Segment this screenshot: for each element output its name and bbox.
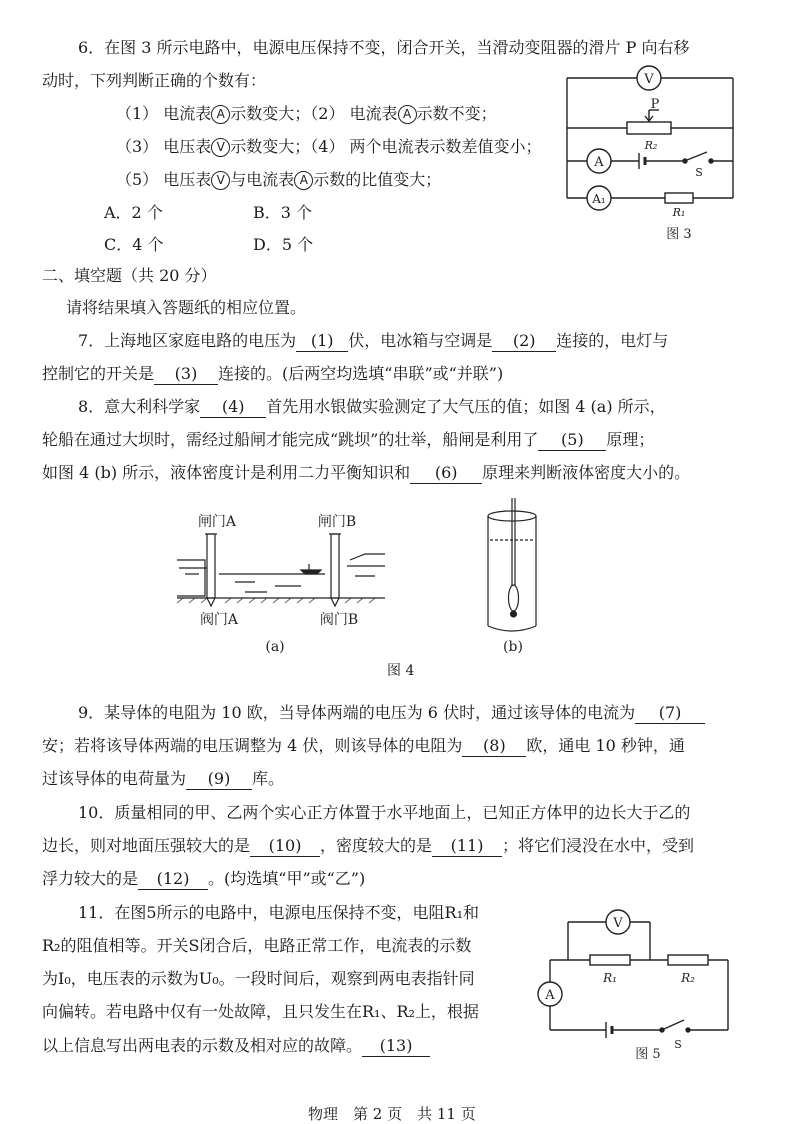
q11-line5: 以上信息写出两电表的示数及相对应的故障。 (13)	[42, 1036, 430, 1057]
answer-blank-3[interactable]: (3)	[154, 364, 218, 385]
fig4-sub-a: (a)	[265, 639, 285, 655]
fig3-label-s: S	[695, 166, 703, 179]
answer-blank-13[interactable]: (13)	[362, 1036, 430, 1057]
q6-option-line3: （5） 电压表 V 与电流表 A 示数的比值变大；	[116, 170, 442, 189]
fig3-label-a1: A₁	[592, 192, 606, 206]
q6-choice-d: D．5 个	[253, 235, 314, 254]
fig3-label-r1: R₁	[672, 206, 686, 219]
answer-blank-5[interactable]: (5)	[538, 430, 606, 451]
q6-option-line1: （1） 电流表 A 示数变大；（2） 电流表 A 示数不变；	[116, 104, 497, 123]
q11-line1: 11．在图5所示的电路中，电源电压保持不变，电阻R₁和	[78, 903, 480, 922]
figure-4b-hydrometer	[478, 494, 548, 658]
fig4-sub-b: (b)	[503, 639, 523, 655]
q6-option-line2: （3） 电压表 V 示数变大；（4） 两个电流表示数差值变小；	[116, 137, 542, 156]
fig3-label-p: P	[650, 97, 660, 112]
figure-5-circuit	[530, 898, 740, 1066]
q9-line1: 9．某导体的电阻为 10 欧，当导体两端的电压为 6 伏时，通过该导体的电流为 (7)	[78, 703, 705, 724]
q7-line1: 7．上海地区家庭电路的电压为 (1) 伏，电冰箱与空调是 (2) 连接的，电灯与	[78, 331, 669, 350]
q7-line2: 控制它的开关是 (3) 连接的。(后两空均选填“串联”或“并联”)	[42, 364, 504, 383]
figure-3-circuit	[555, 58, 755, 258]
answer-blank-9[interactable]: (9)	[186, 769, 252, 790]
fig3-label-v: V	[644, 72, 654, 87]
answer-blank-4[interactable]: (4)	[200, 397, 266, 418]
fig5-label-s: S	[674, 1038, 682, 1051]
answer-blank-11[interactable]: (11)	[432, 836, 502, 857]
answer-blank-8[interactable]: (8)	[462, 736, 526, 757]
fig4-gate-a-label: 闸门A	[197, 514, 237, 530]
fig4-gate-b-label: 闸门B	[317, 514, 357, 530]
fig4-valve-a-label: 阀门A	[199, 612, 239, 628]
q8-line3: 如图 4 (b) 所示，液体密度计是利用二力平衡知识和 (6) 原理来判断液体密度大小的。	[42, 463, 691, 482]
q11-line3: 为I₀，电压表的示数为U₀。一段时间后，观察到两电表指针同	[42, 969, 475, 988]
page-footer: 物理 第 2 页 共 11 页	[308, 1105, 476, 1123]
q8-line1: 8．意大利科学家 (4) 首先用水银做实验测定了大气压的值；如图 4 (a) 所示，	[78, 397, 666, 416]
q6-stem-line2: 动时，下列判断正确的个数有：	[42, 71, 267, 90]
section-title: 二、填空题（共 20 分）	[42, 266, 217, 285]
q6-choice-b: B．3 个	[253, 203, 313, 222]
q9-line3: 过该导体的电荷量为 (9) 库。	[42, 769, 285, 788]
q6-choice-a: A．2 个	[104, 203, 163, 222]
q6-choice-c: C．4 个	[104, 235, 164, 254]
answer-blank-12[interactable]: (12)	[138, 869, 208, 890]
figure-4a-ship-lock	[175, 508, 387, 658]
q8-line2: 轮船在通过大坝时，需经过船闸才能完成“跳坝”的壮举，船闸是利用了 (5) 原理；	[42, 430, 655, 449]
fig3-label-a: A	[594, 155, 604, 170]
answer-blank-10[interactable]: (10)	[250, 836, 320, 857]
answer-blank-1[interactable]: (1)	[296, 331, 348, 352]
voltmeter-symbol: V	[211, 138, 230, 157]
q11-line2: R₂的阻值相等。开关S闭合后，电路正常工作，电流表的示数	[42, 936, 472, 955]
q10-line1: 10．质量相同的甲、乙两个实心正方体置于水平地面上，已知正方体甲的边长大于乙的	[78, 803, 691, 822]
fig4-valve-b-label: 阀门B	[319, 612, 359, 628]
answer-blank-2[interactable]: (2)	[492, 331, 556, 352]
section-note: 请将结果填入答题纸的相应位置。	[66, 298, 307, 317]
q10-line3: 浮力较大的是 (12) 。(均选填“甲”或“乙”)	[42, 869, 366, 888]
answer-blank-7[interactable]: (7)	[635, 703, 705, 724]
fig3-label-r2: R₂	[644, 139, 658, 152]
answer-blank-6[interactable]: (6)	[410, 463, 482, 484]
ammeter-symbol: A	[294, 171, 313, 190]
fig5-label-r2: R₂	[681, 971, 695, 985]
ammeter-symbol: A	[398, 105, 417, 124]
q6-stem-line1: 6．在图 3 所示电路中，电源电压保持不变，闭合开关，当滑动变阻器的滑片 P 向右移	[78, 38, 690, 57]
ammeter-symbol: A	[211, 105, 230, 124]
fig5-label-v: V	[613, 916, 623, 931]
fig3-caption: 图 3	[666, 227, 692, 242]
q10-line2: 边长，则对地面压强较大的是 (10) ，密度较大的是 (11) ；将它们浸没在水中，受到	[42, 836, 695, 855]
q9-line2: 安；若将该导体两端的电压调整为 4 伏，则该导体的电阻为 (8) 欧，通电 10 秒钟，通	[42, 736, 685, 755]
fig5-label-a: A	[545, 988, 555, 1003]
fig5-caption: 图 5	[635, 1047, 661, 1062]
q11-line4: 向偏转。若电路中仅有一处故障，且只发生在R₁、R₂上，根据	[42, 1002, 479, 1021]
voltmeter-symbol: V	[211, 171, 230, 190]
fig4-caption: 图 4	[387, 663, 415, 679]
fig5-label-r1: R₁	[603, 971, 617, 985]
